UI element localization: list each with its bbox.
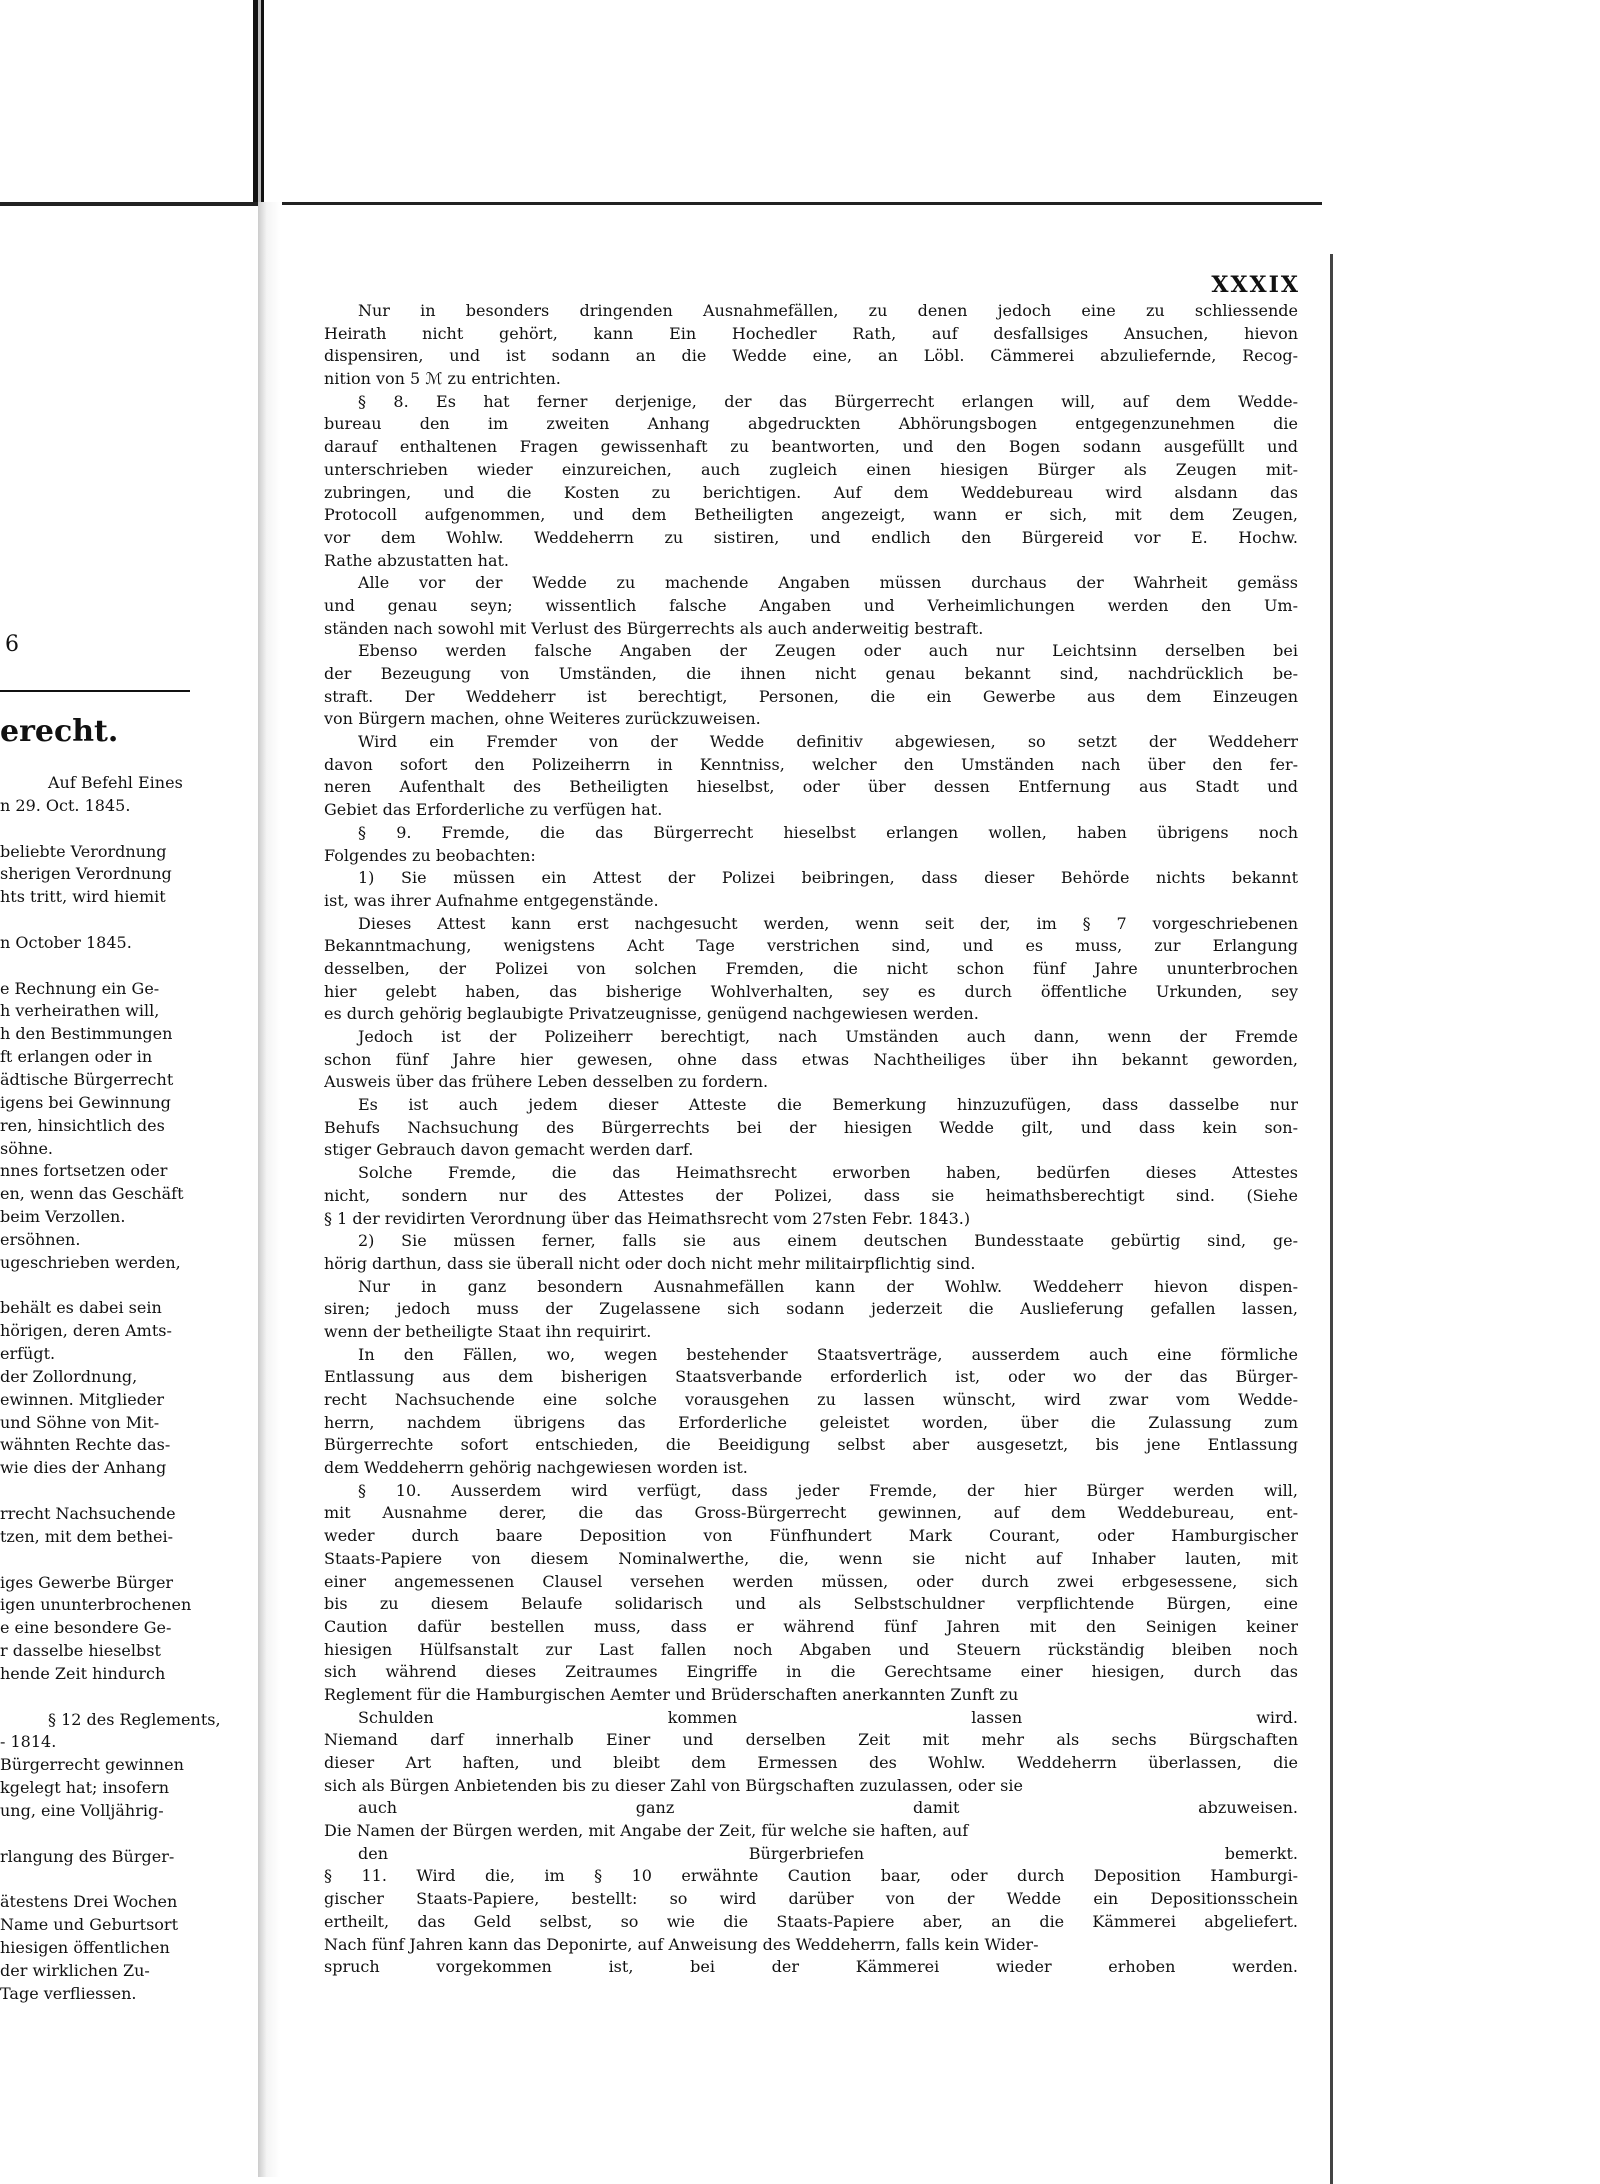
text-line: neren Aufenthalt des Betheiligten hieselbst, oder über dessen Entfernung aus Stadt und <box>324 777 1298 797</box>
text-line: igen ununterbrochenen <box>0 1595 192 1615</box>
text-line: r dasselbe hieselbst <box>0 1641 161 1661</box>
text-line: den Bürgerbriefen bemerkt. <box>358 1843 1298 1863</box>
text-line: Auf Befehl Eines <box>48 773 183 792</box>
text-line: Nach fünf Jahren kann das Deponirte, auf Anweisung des Weddeherrn, falls kein Wider- <box>324 1934 1039 1954</box>
text-line: Solche Fremde, die das Heimathsrecht erworben haben, bedürfen dieses Attestes <box>358 1163 1298 1183</box>
text-line: söhne. <box>0 1138 54 1158</box>
text-line: Bekanntmachung, wenigstens Acht Tage verstrichen sind, und es muss, zur Erlangung <box>324 936 1298 956</box>
text-line: siren; jedoch muss der Zugelassene sich sodann jederzeit die Auslieferung gefallen lassen, <box>324 1299 1298 1319</box>
text-line: wenn der betheiligte Staat ihn requirirt. <box>324 1321 652 1341</box>
text-line: weder durch baare Deposition von Fünfhundert Mark Courant, oder Hamburgischer <box>324 1526 1298 1546</box>
line-gap <box>0 1869 258 1892</box>
text-line: h den Bestimmungen <box>0 1024 173 1044</box>
text-line: der Zollordnung, <box>0 1366 138 1386</box>
text-line: Name und Geburtsort <box>0 1915 178 1935</box>
text-line: von Bürgern machen, ohne Weiteres zurückzuweisen. <box>324 709 761 729</box>
text-line: § 1 der revidirten Verordnung über das Heimathsrecht vom 27sten Febr. 1843.) <box>324 1208 971 1228</box>
text-line: wähnten Rechte das- <box>0 1435 171 1455</box>
line-gap <box>0 955 258 978</box>
text-line: ersöhnen. <box>0 1229 81 1249</box>
text-line: Entlassung aus dem bisherigen Staatsverbande erforderlich ist, oder wo der das Bürger- <box>324 1367 1298 1387</box>
text-line: sich als Bürgen Anbietenden bis zu dieser Zahl von Bürgschaften zuzulassen, oder sie <box>324 1775 1023 1795</box>
text-line: Schulden kommen lassen wird. <box>358 1707 1298 1727</box>
text-line: en, wenn das Geschäft <box>0 1184 184 1204</box>
text-line: § 11. Wird die, im § 10 erwähnte Caution baar, oder durch Deposition Hamburgi- <box>324 1866 1298 1886</box>
text-line: bureau den im zweiten Anhang abgedruckten Abhörungsbogen entgegenzunehmen die <box>324 414 1298 434</box>
text-line: Wird ein Fremder von der Wedde definitiv abgewiesen, so setzt der Weddeherr <box>358 732 1298 752</box>
text-line: dem Weddeherrn gehörig nachgewiesen worden ist. <box>324 1458 748 1478</box>
left-page-heading: erecht. <box>0 714 119 749</box>
text-line: der Bezeugung von Umständen, die ihnen nicht genau bekannt sind, nachdrücklich be- <box>324 664 1298 683</box>
text-line: § 12 des Reglements, <box>48 1709 221 1729</box>
text-line: e Rechnung ein Ge- <box>0 978 160 998</box>
text-line: spruch vorgekommen ist, bei der Kämmerei wieder erhoben werden. <box>324 1957 1298 1977</box>
text-line: ung, eine Volljährig- <box>0 1800 164 1820</box>
text-line: hörig darthun, dass sie überall nicht oder doch nicht mehr militairpflichtig sind. <box>324 1253 976 1273</box>
left-page-rule <box>0 690 190 692</box>
text-line: straft. Der Weddeherr ist berechtigt, Personen, die ein Gewerbe aus dem Einzeugen <box>324 686 1298 706</box>
text-line: desselben, der Polizei von solchen Fremden, die nicht schon fünf Jahre ununterbrochen <box>324 958 1298 978</box>
text-line: Gebiet das Erforderliche zu verfügen hat. <box>324 800 663 820</box>
line-gap <box>0 1549 258 1572</box>
text-line: Alle vor der Wedde zu machende Angaben müssen durchaus der Wahrheit gemäss <box>358 573 1298 593</box>
right-page-side-edge <box>1330 254 1333 2184</box>
text-line: ädtische Bürgerrecht <box>0 1069 174 1089</box>
text-line: hiesigen Hülfsanstalt zur Last fallen noch Abgaben und Steuern rückständig bleiben noch <box>324 1639 1298 1659</box>
left-page-number: 6 <box>5 632 19 657</box>
text-line: wie dies der Anhang <box>0 1458 167 1478</box>
text-line: dieser Art haften, und bleibt dem Ermessen des Wohlw. Weddeherrn überlassen, die <box>324 1753 1298 1772</box>
text-line: Folgendes zu beobachten: <box>324 845 536 865</box>
text-line: ft erlangen oder in <box>0 1047 153 1067</box>
text-line: Protocoll aufgenommen, und dem Betheiligten angezeigt, wann er sich, mit dem Zeugen, <box>324 505 1298 525</box>
text-line: Staats-Papiere von diesem Nominalwerthe, die, wenn sie nicht auf Inhaber lauten, mit <box>324 1548 1298 1568</box>
text-line: zubringen, und die Kosten zu berichtigen. Auf dem Weddebureau wird alsdann das <box>324 482 1298 502</box>
text-line: stiger Gebrauch davon gemacht werden darf. <box>324 1140 694 1160</box>
text-line: hiesigen öffentlichen <box>0 1938 170 1958</box>
text-line: mit Ausnahme derer, die das Gross-Bürgerrecht gewinnen, auf dem Weddebureau, ent- <box>324 1503 1298 1523</box>
text-line: ist, was ihrer Aufnahme entgegenstände. <box>324 890 659 910</box>
gutter-shadow <box>258 202 280 2177</box>
text-line: beim Verzollen. <box>0 1207 126 1227</box>
text-line: darauf enthaltenen Fragen gewissenhaft zu beantworten, und den Bogen sodann ausgefüllt und <box>324 437 1298 457</box>
text-line: bis zu diesem Belaufe solidarisch und als Selbstschuldner verpflichtende Bürgen, eine <box>324 1594 1298 1614</box>
left-page-top-edge <box>0 202 258 206</box>
text-line: der wirklichen Zu- <box>0 1960 150 1980</box>
line-gap <box>0 818 258 841</box>
text-line: nition von 5 ℳ zu entrichten. <box>324 369 561 389</box>
text-line: Ebenso werden falsche Angaben der Zeugen oder auch nur Leichtsinn derselben bei <box>358 641 1298 661</box>
text-line: iges Gewerbe Bürger <box>0 1572 174 1592</box>
text-line: Heirath nicht gehört, kann Ein Hochedler Rath, auf desfallsiges Ansuchen, hievon <box>324 323 1298 343</box>
text-line: n October 1845. <box>0 932 132 952</box>
text-line: auch ganz damit abzuweisen. <box>358 1798 1298 1818</box>
text-line: ren, hinsichtlich des <box>0 1115 165 1135</box>
left-page-text <box>0 772 258 2006</box>
text-line: und Söhne von Mit- <box>0 1412 160 1432</box>
text-line: vor dem Wohlw. Weddeherrn zu sistiren, und endlich den Bürgereid vor E. Hochw. <box>324 527 1298 547</box>
text-line: Caution dafür bestellen muss, dass er während fünf Jahren mit den Seinigen keiner <box>324 1616 1298 1636</box>
text-line: hts tritt, wird hiemit <box>0 887 166 907</box>
text-line: Die Namen der Bürgen werden, mit Angabe der Zeit, für welche sie haften, auf <box>324 1821 969 1841</box>
text-line: Reglement für die Hamburgischen Aemter und Brüderschaften anerkannten Zunft zu <box>324 1684 1019 1704</box>
text-line: igens bei Gewinnung <box>0 1092 171 1112</box>
text-line: Rathe abzustatten hat. <box>324 550 510 570</box>
text-line: rlangung des Bürger- <box>0 1846 175 1866</box>
text-line: Bürgerrechte sofort entschieden, die Beeidigung selbst aber ausgesetzt, bis jene Entlassung <box>324 1435 1298 1455</box>
text-line: Ausweis über das frühere Leben desselben zu fordern. <box>324 1072 769 1092</box>
text-line: hende Zeit hindurch <box>0 1663 166 1683</box>
text-line: sherigen Verordnung <box>0 864 172 884</box>
text-line: § 8. Es hat ferner derjenige, der das Bürgerrecht erlangen will, auf dem Wedde- <box>358 391 1298 411</box>
text-line: hörigen, deren Amts- <box>0 1321 172 1341</box>
text-line: ewinnen. Mitglieder <box>0 1389 165 1409</box>
text-line: Niemand darf innerhalb Einer und derselben Zeit mit mehr als sechs Bürgschaften <box>324 1730 1298 1750</box>
line-gap <box>0 1823 258 1846</box>
text-line: Behufs Nachsuchung des Bürgerrechts bei der hiesigen Wedde gilt, und dass kein son- <box>324 1117 1298 1137</box>
text-line: und genau seyn; wissentlich falsche Angaben und Verheimlichungen werden den Um- <box>324 595 1298 615</box>
text-line: Dieses Attest kann erst nachgesucht werden, wenn seit der, im § 7 vorgeschriebenen <box>358 913 1298 933</box>
text-line: tzen, mit dem bethei- <box>0 1526 174 1546</box>
text-line: Jedoch ist der Polizeiherr berechtigt, nach Umständen auch dann, wenn der Fremde <box>358 1027 1298 1046</box>
line-gap <box>0 1686 258 1709</box>
text-line: einer angemessenen Clausel versehen werden müssen, oder durch zwei erbgesessene, sich <box>324 1571 1298 1591</box>
line-gap <box>0 909 258 932</box>
text-line: recht Nachsuchende eine solche vorausgehen zu lassen wünscht, wird zwar vom Wedde- <box>324 1390 1298 1409</box>
text-line: unterschrieben wieder einzureichen, auch zugleich einen hiesigen Bürger als Zeugen mit- <box>324 459 1298 479</box>
text-line: kgelegt hat; insofern <box>0 1778 170 1798</box>
text-line: In den Fällen, wo, wegen bestehender Staatsverträge, ausserdem auch eine förmliche <box>358 1344 1298 1364</box>
text-line: Bürgerrecht gewinnen <box>0 1755 184 1775</box>
text-line: ertheilt, das Geld selbst, so wie die Staats-Papiere aber, an die Kämmerei abgeliefert. <box>324 1911 1298 1931</box>
text-line: rrecht Nachsuchende <box>0 1504 176 1523</box>
text-line: h verheirathen will, <box>0 1001 160 1021</box>
right-page <box>282 202 1600 2177</box>
text-line: gischer Staats-Papiere, bestellt: so wird darüber von der Wedde ein Depositionsschein <box>324 1889 1298 1909</box>
text-line: hier gelebt haben, das bisherige Wohlverhalten, sey es durch öffentliche Urkunden, sey <box>324 981 1298 1001</box>
line-gap <box>0 1480 258 1503</box>
text-line: davon sofort den Polizeiherrn in Kenntniss, welcher den Umständen nach über den fer- <box>324 754 1298 774</box>
text-line: Es ist auch jedem dieser Atteste die Bemerkung hinzuzufügen, dass dasselbe nur <box>358 1095 1298 1115</box>
text-line: dispensiren, und ist sodann an die Wedde eine, an Löbl. Cämmerei abzuliefernde, Recog- <box>324 346 1298 366</box>
text-line: n 29. Oct. 1845. <box>0 795 131 815</box>
right-page-top-edge <box>282 202 1322 205</box>
page-number: XXXIX <box>1211 272 1300 298</box>
text-line: behält es dabei sein <box>0 1298 162 1318</box>
text-line: nnes fortsetzen oder <box>0 1161 168 1181</box>
text-line: es durch gehörig beglaubigte Privatzeugnisse, genügend nachgewiesen werden. <box>324 1004 979 1024</box>
text-line: § 10. Ausserdem wird verfügt, dass jeder Fremde, der hier Bürger werden will, <box>358 1480 1298 1500</box>
line-gap <box>0 1275 258 1298</box>
text-line: Nur in besonders dringenden Ausnahmefällen, zu denen jedoch eine zu schliessende <box>358 301 1298 320</box>
text-line: Nur in ganz besondern Ausnahmefällen kann der Wohlw. Weddeherr hievon dispen- <box>358 1276 1298 1296</box>
text-line: Tage verfliessen. <box>0 1983 137 2003</box>
text-line: 2) Sie müssen ferner, falls sie aus einem deutschen Bundesstaate gebürtig sind, ge- <box>358 1231 1298 1251</box>
text-line: ständen nach sowohl mit Verlust des Bürgerrechts als auch anderweitig bestraft. <box>324 618 984 638</box>
text-line: sich während dieses Zeitraumes Eingriffe in die Gerechtsame einer hiesigen, durch das <box>324 1662 1298 1682</box>
text-line: ugeschrieben werden, <box>0 1252 181 1272</box>
text-line: herrn, nachdem übrigens das Erforderliche geleistet worden, über die Zulassung zum <box>324 1412 1298 1432</box>
text-line: beliebte Verordnung <box>0 841 167 861</box>
text-line: nicht, sondern nur des Attestes der Polizei, dass sie heimathsberechtigt sind. (Siehe <box>324 1185 1298 1205</box>
text-line: ätestens Drei Wochen <box>0 1892 178 1912</box>
body-text <box>324 300 1298 1979</box>
text-line: schon fünf Jahre hier gewesen, ohne dass etwas Nachtheiliges über ihn bekannt geworden, <box>324 1049 1298 1069</box>
text-line: e eine besondere Ge- <box>0 1618 172 1638</box>
left-page <box>0 0 261 2177</box>
text-line: erfügt. <box>0 1344 56 1364</box>
text-line: - 1814. <box>0 1732 57 1752</box>
text-line: § 9. Fremde, die das Bürgerrecht hieselbst erlangen wollen, haben übrigens noch <box>358 822 1298 842</box>
text-line: 1) Sie müssen ein Attest der Polizei beibringen, dass dieser Behörde nichts bekannt <box>358 868 1298 888</box>
